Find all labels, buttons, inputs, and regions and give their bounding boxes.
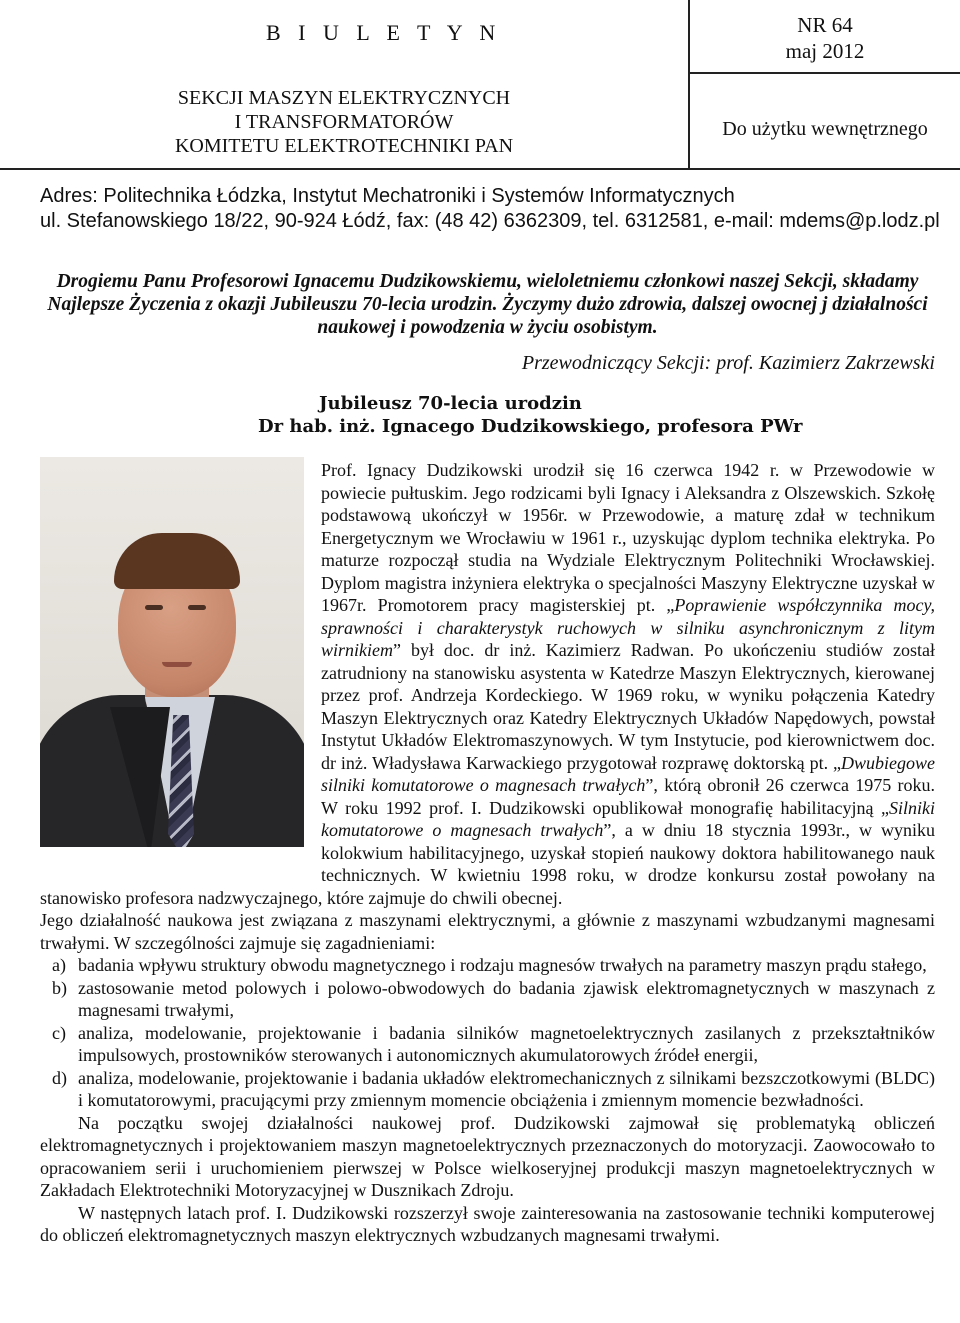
thesis-title: Poprawienie współczynnika mocy, sprawności i charakterystyk ruchowych w silniku asynchronicznym z litym wirnikiem (321, 595, 935, 660)
address-block (40, 184, 940, 234)
list-marker: d) (52, 1067, 67, 1088)
bio-text: Prof. Ignacy Dudzikowski urodził się 16 czerwca 1942 r. w Przewodowie w powiecie pułtuskim. Jego rodzicami byli Ignacy i Aleksandra z Olszewskich. Szkołę podstawową ukończył w 1956r. w Przewodowie, a maturę zdał w technikum Energetycznym we Wrocławiu w 1961 r., uzyskując dyplom technika elektryka. Po maturze rozpoczął studia na Wydziale Elektrycznym Politechniki Wrocławskiej. Dyplom magistra inżyniera elektryka o specjalności Maszyny Elektryczne uzyskał w 1967r. Promotorem pracy magisterskiej pt. „ (321, 460, 935, 615)
bio-text: ”, którą obronił 26 czerwca 1975 roku. W roku 1992 prof. I. Dudzikowski opublikował monografię habilitacyjną „ (321, 775, 936, 818)
issue-info (690, 12, 960, 64)
article-body (40, 459, 935, 1247)
header-issue-box (690, 0, 960, 170)
section-line: I TRANSFORMATORÓW (234, 111, 454, 133)
issue-number: NR 64 (797, 13, 853, 37)
list-marker: b) (52, 977, 67, 998)
doctoral-title: Dwubiegowe silniki komutatorowe o magnesach trwałych (321, 752, 935, 795)
list-item-text: badania wpływu struktury obwodu magnetycznego i rodzaju magnesów trwałych na parametry maszyn prądu stałego, (78, 955, 927, 975)
bulletin-title: B I U L E T Y N (266, 20, 502, 45)
bulletin-header (0, 0, 960, 171)
monograph-title: Silniki komutatorowe o magnesach trwałych (321, 797, 935, 840)
wishes-signature: Przewodniczący Sekcji: prof. Kazimierz Zakrzewski (521, 352, 935, 374)
address-line: Adres: Politechnika Łódzka, Instytut Mechatroniki i Systemów Informatycznych (40, 185, 735, 207)
section-line: KOMITETU ELEKTROTECHNIKI PAN (174, 135, 514, 157)
list-item (40, 954, 935, 977)
bio-text: ” był doc. dr inż. Kazimierz Radwan. Po ukończeniu studiów został zatrudniony na stanowisku asystenta w Katedrze Maszyn Elektrycznych, kierowanej przez prof. Andrzeja Kordeckiego. W 1969 roku, w wyniku połączenia Katedry Maszyn Elektrycznych oraz Katedry Elektrycznych Układów Napędowych, powstał Instytut Układów Elektromaszynowych. W tym Instytucie, pod kierownictwem doc. dr inż. Władysława Karwackiego przygotował rozprawę doktorską pt. „ (321, 640, 935, 773)
computer-paragraph: W następnych latach prof. I. Dudzikowski rozszerzył swoje zainteresowania na zastosowanie techniki komputerowej do obliczeń elektromagnetycznych maszyn elektrycznych wzbudzanych magnesami trwałymi. (40, 1202, 935, 1245)
section-line: SEKCJI MASZYN ELEKTRYCZNYCH (177, 87, 511, 109)
photo-spacer (40, 459, 321, 868)
automotive-paragraph: Na początku swojej działalności naukowej prof. Dudzikowski zajmował się problematyką obliczeń elektromagnetycznych i projektowaniem maszyn magnetoelektrycznych przeznaczonych do motoryzacji. Zaowocowało to opracowaniem serii i uruchomieniem pierwszej w Polsce wielkoseryjnej produkcji maszyn magnetoelektrycznych w Zakładach Elektrotechniki Motoryzacyjnej w Dusznikach Zdroju. (40, 1112, 935, 1200)
address-line-contact: ul. Stefanowskiego 18/22, 90-924 Łódź, fax: (48 42) 6362309, tel. 6312581, e-mail: mdems@p.lodz.pl (40, 210, 940, 232)
research-topics-list (40, 954, 935, 1112)
list-item-text: zastosowanie metod polowych i polowo-obwodowych do badania zjawisk elektromagnetycznych w maszynach z magnesami trwałymi, (78, 977, 935, 1020)
bio-text: ”, a w dniu 18 stycznia 1993r., w wyniku kolokwium habilitacyjnego, uzyskał stopień naukowy doktora habilitowanego nauk technicznych. W kwietniu 1998 roku, w drodze konkursu został powołany na stanowisko profesora nadzwyczajnego, które zajmuje do chwili obecnej. (40, 820, 936, 908)
issue-box (690, 0, 960, 74)
header-title-box (0, 0, 690, 170)
list-marker: c) (52, 1022, 66, 1043)
research-intro: Jego działalność naukowa jest związana z maszynami elektrycznymi, a głównie z maszynami wzbudzanymi magnesami trwałymi. W szczególności zajmuje się zagadnieniami: (40, 910, 935, 953)
section-name (0, 86, 688, 158)
article-title-line1: Jubileusz 70-lecia urodzin (319, 393, 582, 414)
issue-date: maj 2012 (785, 39, 865, 63)
list-item (40, 977, 935, 1022)
birthday-wishes: Drogiemu Panu Profesorowi Ignacemu Dudzikowskiemu, wieloletniemu członkowi naszej Sekcji, składamy Najlepsze Życzenia z okazji Jubileuszu 70-lecia urodzin. Życzymy dużo zdrowia, dalszej owocnej j działalności naukowej i powodzenia w życiu osobistym. (47, 271, 928, 338)
list-item-text: analiza, modelowanie, projektowanie i badania silników magnetoelektrycznych zasilanych z przekształtników impulsowych, prostowników sterowanych i autonomicznych akumulatorowych źródeł energii, (78, 1022, 935, 1065)
internal-use-note: Do użytku wewnętrznego (722, 118, 928, 140)
list-marker: a) (52, 955, 66, 975)
article-title-line2: Dr hab. inż. Ignacego Dudzikowskiego, profesora PWr (258, 416, 803, 437)
list-item (40, 1067, 935, 1112)
list-item-text: analiza, modelowanie, projektowanie i badania układów elektromechanicznych z silnikami bezszczotkowymi (BLDC) i komutatorowymi, pracującymi przy zmiennym momencie obciążenia i zmiennym momencie bezwładności. (78, 1067, 935, 1110)
list-item (40, 1022, 935, 1067)
